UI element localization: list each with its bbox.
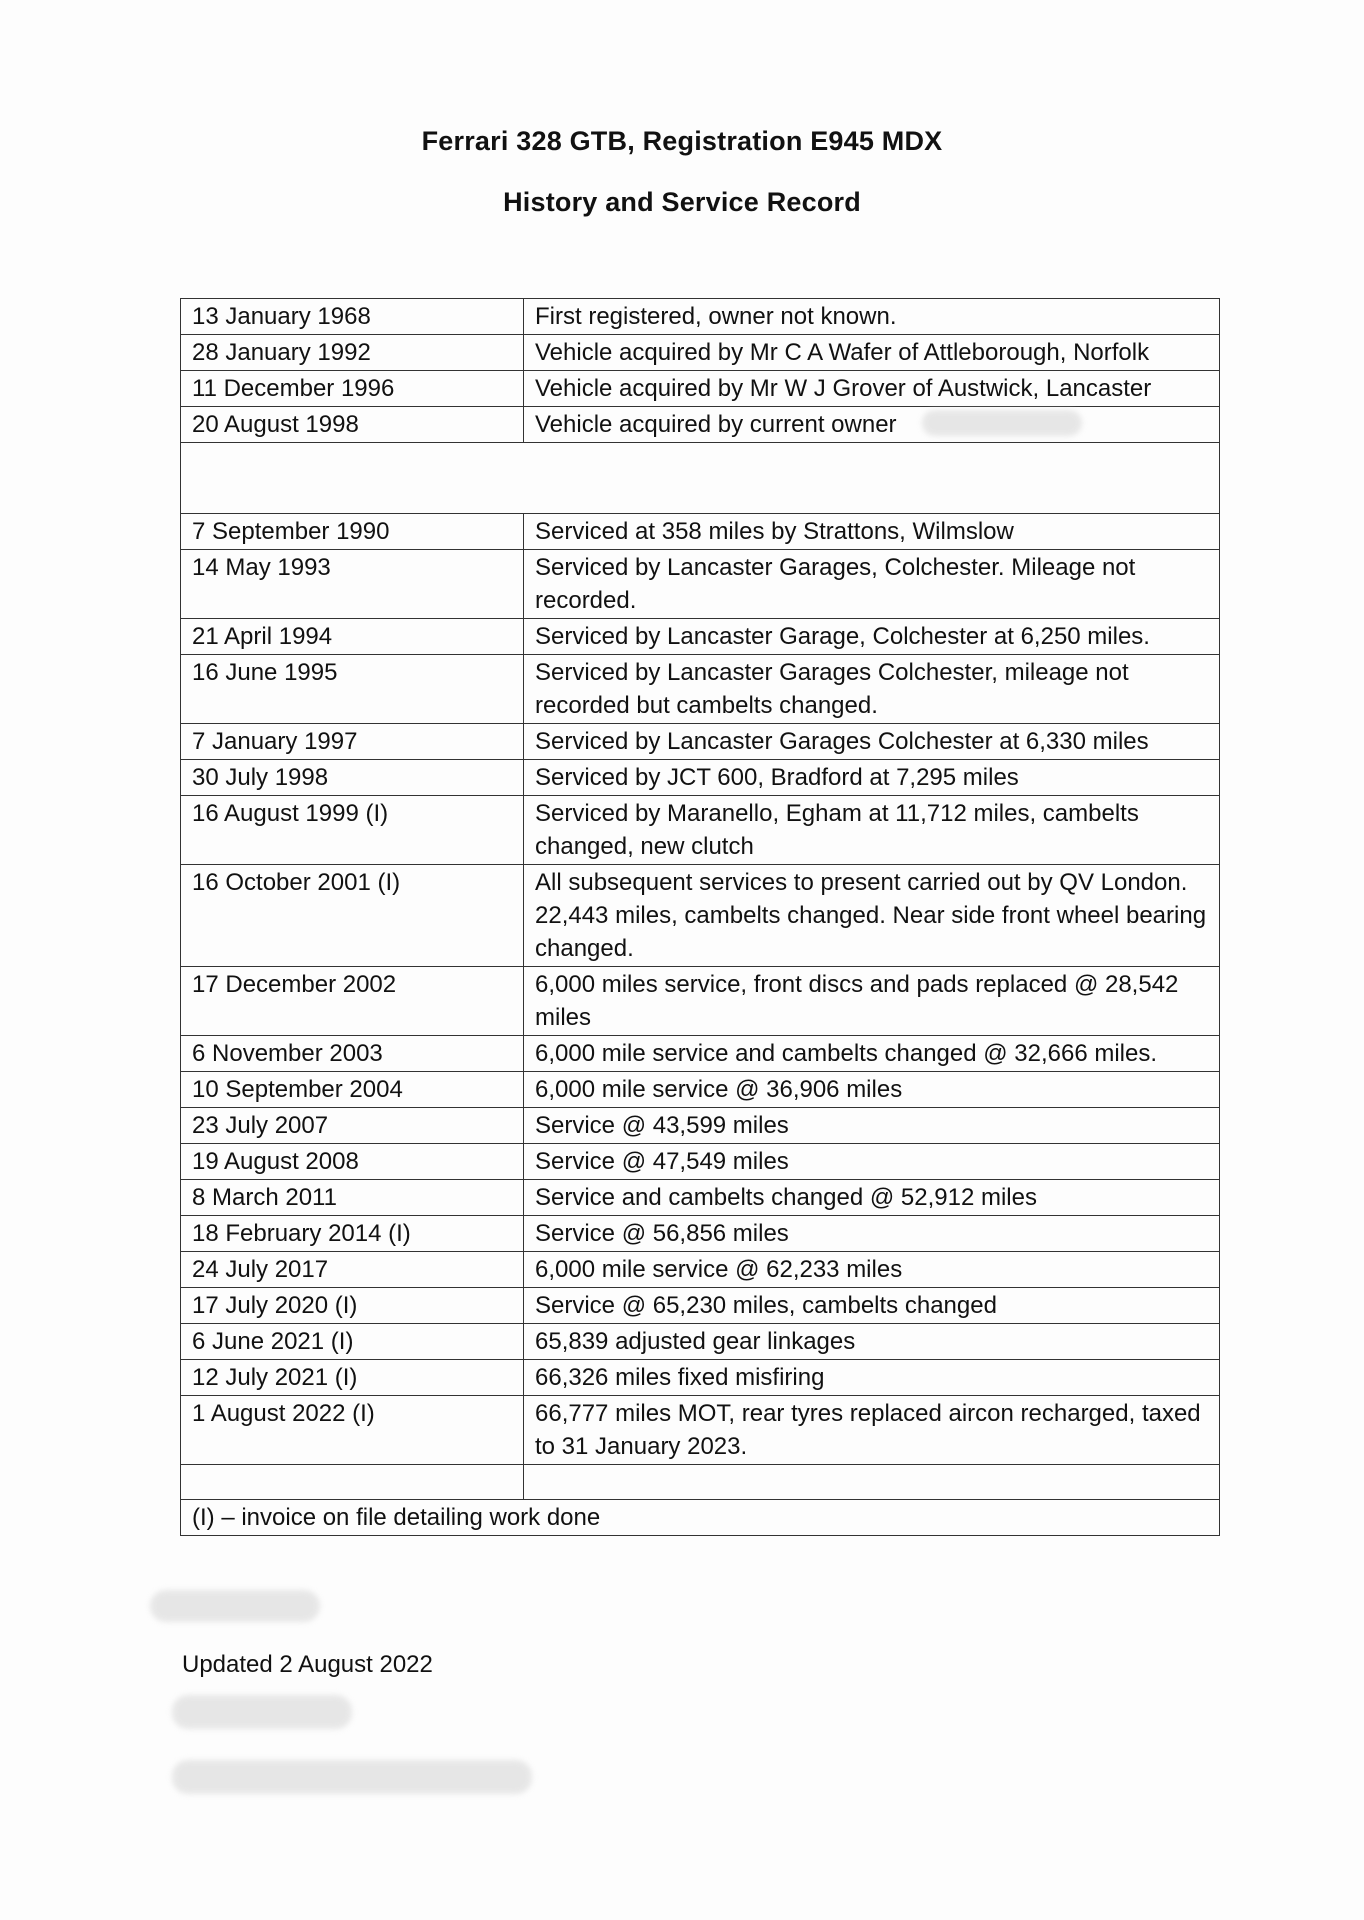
row-date: 10 September 2004: [181, 1072, 524, 1108]
row-date: 14 May 1993: [181, 550, 524, 619]
table-row: [181, 865, 1220, 967]
row-event-text: First registered, owner not known.: [535, 303, 897, 330]
row-date: 12 July 2021 (I): [181, 1360, 524, 1396]
row-event-text: Service @ 65,230 miles, cambelts changed: [535, 1292, 997, 1319]
row-event-text: Serviced by Lancaster Garages Colchester, mileage not recorded but cambelts changed.: [535, 659, 1129, 719]
table-row: [181, 1072, 1220, 1108]
updated-date: Updated 2 August 2022: [182, 1651, 433, 1678]
row-event: [524, 655, 1220, 724]
table-row: [181, 1108, 1220, 1144]
row-event: [524, 1108, 1220, 1144]
row-event-extra: 22,443 miles, cambelts changed. Near side front wheel bearing changed.: [535, 902, 1207, 962]
row-event-text: Vehicle acquired by current owner: [535, 411, 897, 438]
row-event-text: 6,000 mile service and cambelts changed @ 32,666 miles.: [535, 1040, 1158, 1067]
row-event: [524, 760, 1220, 796]
table-row: [181, 1144, 1220, 1180]
table-row: [181, 1036, 1220, 1072]
row-date: 1 August 2022 (I): [181, 1396, 524, 1465]
redacted-name: [172, 1695, 352, 1729]
table-row: [181, 724, 1220, 760]
row-event: [524, 1144, 1220, 1180]
spacer-row: [181, 443, 1220, 514]
row-event-text: 66,777 miles MOT, rear tyres replaced aircon recharged, taxed to 31 January 2023.: [535, 1400, 1201, 1460]
row-date: 7 January 1997: [181, 724, 524, 760]
table-row: [181, 655, 1220, 724]
redacted-owner-name: [922, 410, 1082, 436]
document-subtitle: History and Service Record: [503, 187, 861, 217]
row-event-text: Serviced at 358 miles by Strattons, Wilmslow: [535, 518, 1014, 545]
row-event-text: Service @ 47,549 miles: [535, 1148, 789, 1175]
table-row: [181, 1360, 1220, 1396]
table-row: [181, 1396, 1220, 1465]
row-date: 28 January 1992: [181, 335, 524, 371]
row-event-text: Vehicle acquired by Mr W J Grover of Austwick, Lancaster: [535, 375, 1152, 402]
table-row: [181, 1252, 1220, 1288]
row-event: [524, 299, 1220, 335]
row-event: [524, 1360, 1220, 1396]
table-row: [181, 1324, 1220, 1360]
row-event-text: Service @ 56,856 miles: [535, 1220, 789, 1247]
row-date: 18 February 2014 (I): [181, 1216, 524, 1252]
row-event: [524, 514, 1220, 550]
row-event-text: 6,000 mile service @ 62,233 miles: [535, 1256, 903, 1283]
history-table: [180, 298, 1220, 1536]
table-row: [181, 796, 1220, 865]
table-row: [181, 299, 1220, 335]
table-row: [181, 371, 1220, 407]
row-event: [524, 1252, 1220, 1288]
row-date: 23 July 2007: [181, 1108, 524, 1144]
table-row: [181, 335, 1220, 371]
footnote: (I) – invoice on file detailing work done: [181, 1500, 1220, 1536]
row-event-text: Vehicle acquired by Mr C A Wafer of Attleborough, Norfolk: [535, 339, 1150, 366]
redacted-signature: [150, 1590, 320, 1622]
row-event-text: 65,839 adjusted gear linkages: [535, 1328, 856, 1355]
row-event: [524, 1216, 1220, 1252]
row-event-text: 66,326 miles fixed misfiring: [535, 1364, 825, 1391]
row-date: 6 November 2003: [181, 1036, 524, 1072]
row-event: [524, 550, 1220, 619]
row-event: [524, 335, 1220, 371]
row-date: 16 August 1999 (I): [181, 796, 524, 865]
row-event: [524, 1072, 1220, 1108]
row-date: 17 December 2002: [181, 967, 524, 1036]
row-event: [524, 371, 1220, 407]
row-date: 11 December 1996: [181, 371, 524, 407]
row-event-text: Service @ 43,599 miles: [535, 1112, 789, 1139]
row-event: [524, 1180, 1220, 1216]
spacer-cell: [181, 443, 1220, 514]
row-event: [524, 619, 1220, 655]
row-event: [524, 1324, 1220, 1360]
row-event-text: 6,000 mile service @ 36,906 miles: [535, 1076, 903, 1103]
table-row: [181, 550, 1220, 619]
table-row: [181, 1216, 1220, 1252]
row-event-text: All subsequent services to present carried out by QV London.: [535, 869, 1188, 896]
row-event-text: Serviced by Lancaster Garages, Colchester. Mileage not recorded.: [535, 554, 1136, 614]
row-event: [524, 1036, 1220, 1072]
empty-row: [181, 1465, 1220, 1500]
row-event-text: Serviced by Lancaster Garage, Colchester at 6,250 miles.: [535, 623, 1150, 650]
empty-cell: [181, 1465, 524, 1500]
row-date: 6 June 2021 (I): [181, 1324, 524, 1360]
row-event: [524, 1288, 1220, 1324]
row-date: 17 July 2020 (I): [181, 1288, 524, 1324]
row-date: 20 August 1998: [181, 407, 524, 443]
row-event-text: Serviced by Lancaster Garages Colchester at 6,330 miles: [535, 728, 1149, 755]
row-event-text: Serviced by Maranello, Egham at 11,712 miles, cambelts changed, new clutch: [535, 800, 1139, 860]
row-event: [524, 967, 1220, 1036]
row-date: 8 March 2011: [181, 1180, 524, 1216]
table-row: [181, 1180, 1220, 1216]
redacted-address: [172, 1760, 532, 1794]
table-row: [181, 1288, 1220, 1324]
row-event-text: Serviced by JCT 600, Bradford at 7,295 miles: [535, 764, 1019, 791]
row-date: 13 January 1968: [181, 299, 524, 335]
row-event: [524, 796, 1220, 865]
row-date: 19 August 2008: [181, 1144, 524, 1180]
footnote-row: [181, 1500, 1220, 1536]
row-date: 16 June 1995: [181, 655, 524, 724]
table-row: [181, 514, 1220, 550]
row-event-text: Service and cambelts changed @ 52,912 miles: [535, 1184, 1037, 1211]
row-event: [524, 865, 1220, 967]
table-row: [181, 760, 1220, 796]
row-event: [524, 407, 1220, 443]
row-date: 30 July 1998: [181, 760, 524, 796]
row-date: 7 September 1990: [181, 514, 524, 550]
row-event: [524, 724, 1220, 760]
empty-cell: [524, 1465, 1220, 1500]
row-date: 16 October 2001 (I): [181, 865, 524, 967]
row-date: 24 July 2017: [181, 1252, 524, 1288]
table-row: [181, 967, 1220, 1036]
row-event-text: 6,000 miles service, front discs and pads replaced @ 28,542 miles: [535, 971, 1179, 1031]
row-event: [524, 1396, 1220, 1465]
table-row: [181, 619, 1220, 655]
row-date: 21 April 1994: [181, 619, 524, 655]
document-title: Ferrari 328 GTB, Registration E945 MDX: [421, 126, 943, 156]
